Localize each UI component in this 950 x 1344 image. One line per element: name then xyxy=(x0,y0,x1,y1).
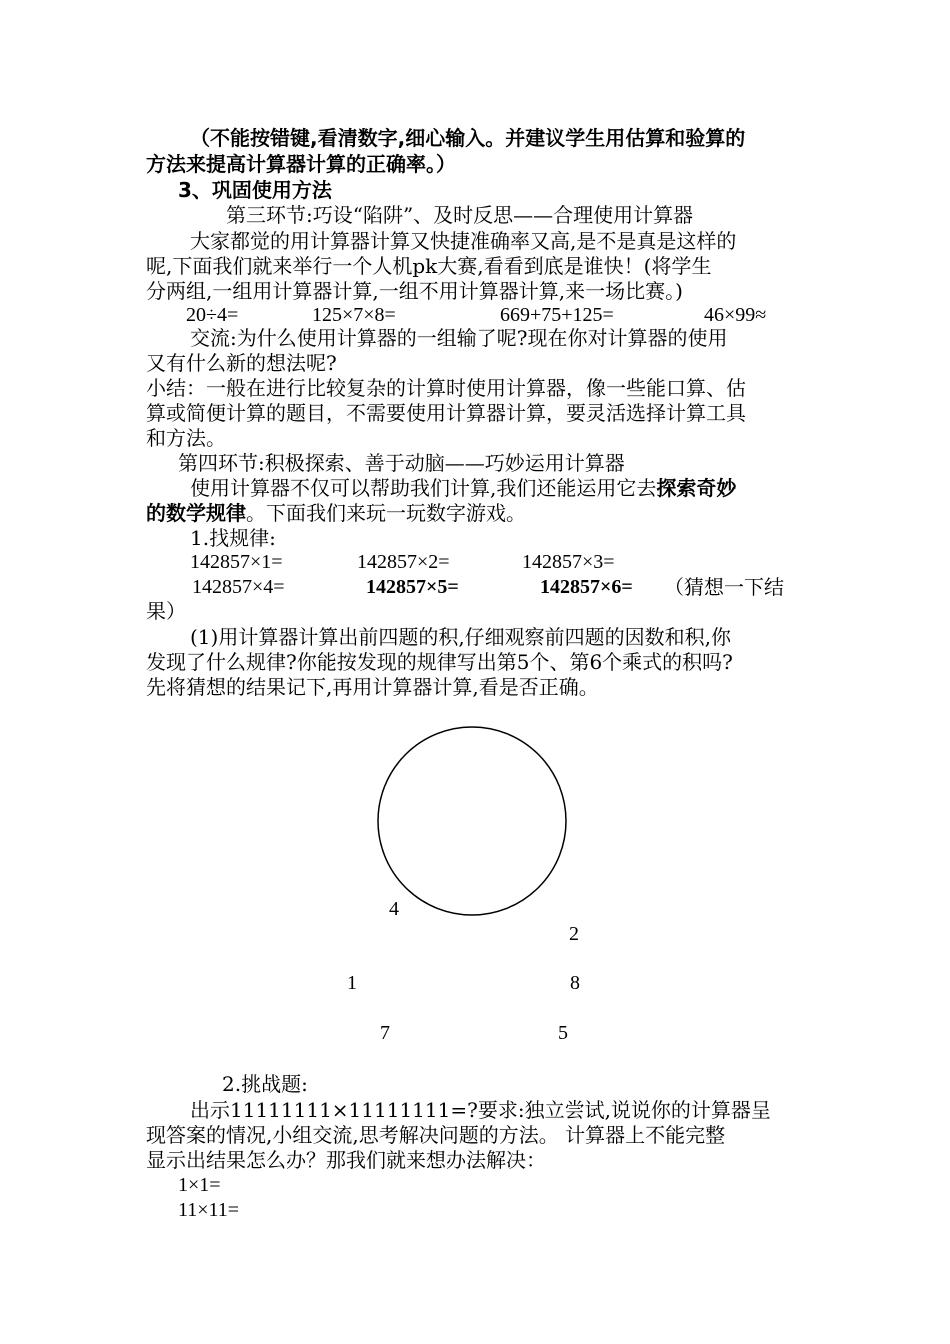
text-span: 使用计算器不仅可以帮助我们计算,我们还能运用它去 xyxy=(190,476,657,500)
paragraph-line: (1)用计算器计算出前四题的积,仔细观察前四题的因数和积,你 xyxy=(190,625,732,649)
circle-digit: 1 xyxy=(347,972,357,994)
equation-line: 1×1= xyxy=(178,1174,221,1196)
pattern-problem: 142857×3= xyxy=(522,551,615,573)
guess-hint: （猜想一下结 xyxy=(664,575,784,599)
pattern-problem: 142857×6= xyxy=(540,576,633,598)
paragraph-line: 发现了什么规律?你能按发现的规律写出第5个、第6个乘式的积吗? xyxy=(146,650,733,674)
pattern-problem: 142857×5= xyxy=(366,576,459,598)
pattern-problem: 142857×4= xyxy=(192,576,285,598)
paragraph-line: 显示出结果怎么办？那我们就来想办法解决： xyxy=(146,1148,546,1172)
paragraph-line: 分两组,一组用计算器计算,一组不用计算器计算,来一场比赛。) xyxy=(146,279,683,303)
equation-line: 11×11= xyxy=(178,1199,240,1221)
circle-digit: 5 xyxy=(558,1022,568,1044)
pattern-problem: 142857×2= xyxy=(357,551,450,573)
section-3-heading: 3、巩固使用方法 xyxy=(178,178,332,202)
text-span: 。下面我们来玩一玩数字游戏。 xyxy=(246,501,526,525)
paragraph-line: 出示11111111×11111111=?要求:独立尝试,说说你的计算器呈 xyxy=(190,1098,771,1122)
paragraph-line: 交流:为什么使用计算器的一组输了呢?现在你对计算器的使用 xyxy=(190,326,728,350)
summary-line: 算或简便计算的题目，不需要使用计算器计算，要灵活选择计算工具 xyxy=(146,401,746,425)
digit-circle xyxy=(378,727,566,915)
note-line-1: （不能按错键,看清数字,细心输入。并建议学生用估算和验算的 xyxy=(190,126,746,150)
paragraph-line: 现答案的情况,小组交流,思考解决问题的方法。 计算器上不能完整 xyxy=(146,1123,726,1147)
stage-3-heading: 第三环节:巧设“陷阱”、及时反思——合理使用计算器 xyxy=(226,203,694,227)
race-problem: 46×99≈ xyxy=(704,304,767,326)
paragraph-line: 先将猜想的结果记下,再用计算器计算,看是否正确。 xyxy=(146,675,599,699)
stage-4-heading: 第四环节:积极探索、善于动脑——巧妙运用计算器 xyxy=(178,451,625,475)
emphasis-span: 的数学规律 xyxy=(146,501,246,525)
paragraph-line: 呢,下面我们就来举行一个人机pk大赛,看看到底是谁快！(将学生 xyxy=(146,254,712,278)
summary-line: 小结：一般在进行比较复杂的计算时使用计算器，像一些能口算、估 xyxy=(146,376,746,400)
summary-line: 和方法。 xyxy=(146,426,226,450)
circle-digit: 7 xyxy=(380,1022,390,1044)
race-problem: 20÷4= xyxy=(186,304,239,326)
circle-digit: 8 xyxy=(570,972,580,994)
task-2-heading: 2.挑战题: xyxy=(222,1072,308,1096)
emphasis-span: 探索奇妙 xyxy=(656,476,737,500)
task-1-heading: 1.找规律: xyxy=(190,526,276,550)
circle-digit: 4 xyxy=(389,898,399,920)
race-problem: 669+75+125= xyxy=(500,304,614,326)
pattern-problem: 142857×1= xyxy=(190,551,283,573)
guess-hint: 果） xyxy=(146,599,186,623)
note-line-2: 方法来提高计算器计算的正确率。） xyxy=(146,152,456,176)
paragraph-line: 又有什么新的想法呢? xyxy=(146,351,337,375)
circle-digit: 2 xyxy=(569,923,579,945)
race-problem: 125×7×8= xyxy=(312,304,396,326)
paragraph-line: 大家都觉的用计算器计算又快捷准确率又高,是不是真是这样的 xyxy=(190,229,737,253)
